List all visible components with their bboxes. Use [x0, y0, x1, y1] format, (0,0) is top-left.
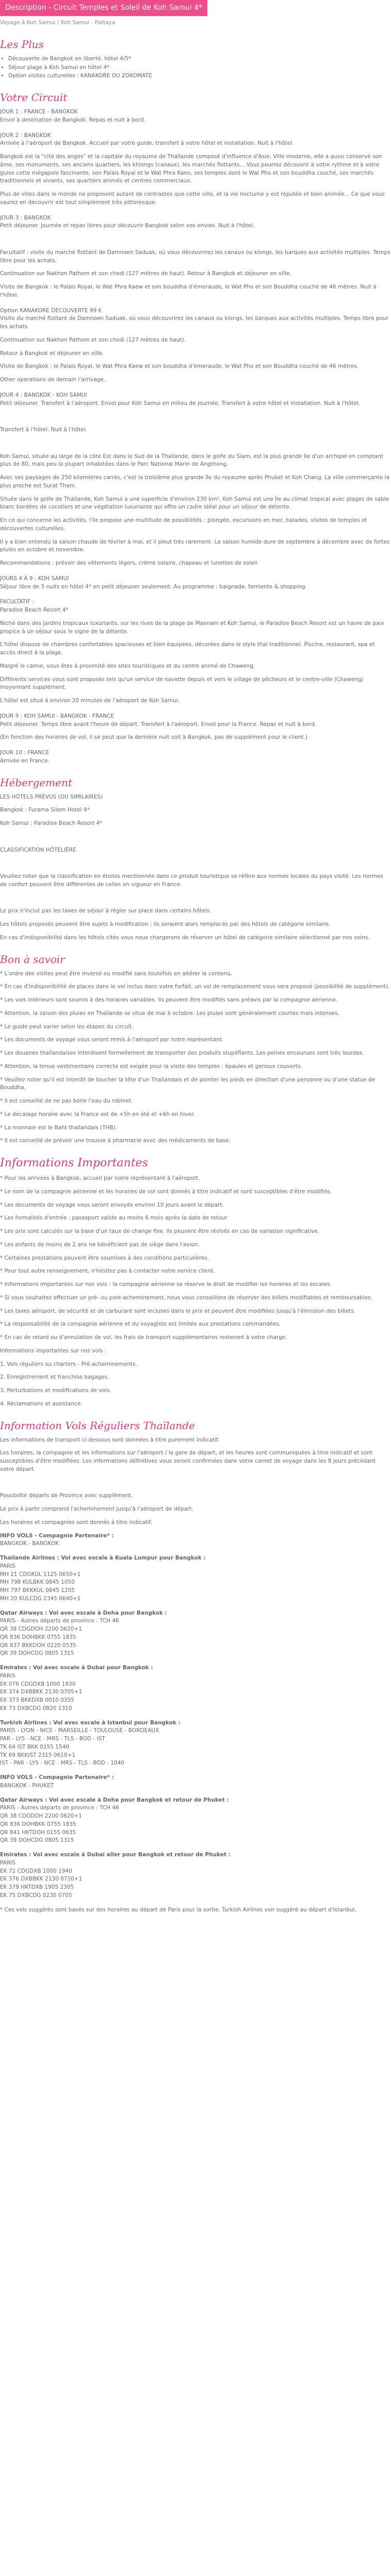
hebergement-paragraph: Bangkok : Furama Silom Hotel 4* — [0, 807, 90, 814]
plus-item: • Séjour plage à Koh Samui en hôtel 4* — [8, 64, 391, 72]
day-text: Malgré le calme, vous êtes à proximité des sites touristiques et du centre animé de Chaweng. — [0, 663, 255, 669]
bon-savoir-item: * Les vols intérieurs sont soumis à des horaires variables. Ils peuvent être modifiés sans préavis par la compagnie aérienne. — [0, 997, 337, 1003]
flight-line: EK 374 DXBBKK 2130 0705+1 — [0, 1689, 83, 1696]
day-text: En ce qui concerne les activités, l'île propose une multitude de possibilités : plongée, excursions en mer, balades, visites de temples et découvertes culturelles. — [0, 517, 367, 532]
day-title: JOURS 4 À 9 : KOH SAMUI — [0, 575, 69, 582]
day-block — [0, 392, 391, 568]
information-item: * Le nom de la compagnie aérienne et les horaires de vol sont donnés à titre indicatif et sont susceptibles d'être modifiés. — [0, 1188, 332, 1195]
hebergement-paragraph: Le prix n'inclut pas les taxes de séjour à régler sur place dans certains hôtels. — [0, 908, 211, 914]
information-item: * Certaines prestations peuvent être soumises à des conditions particulières. — [0, 1255, 209, 1261]
day-text: Other operations de demain l'arrivage. — [0, 377, 106, 383]
day-text: Niché dans des jardins tropicaux luxuriants, sur les rives de la plage de Maenam et Koh Samui, le Paradise Beach Resort est un havre de paix propice à un séjour sous le signe de la détente. — [0, 620, 384, 635]
flight-line: QR 38 CDGDOH 2200 0620+1 — [0, 1626, 82, 1632]
information-item: * Si vous souhaitez effectuer un pré- ou post-acheminement, nous vous conseillons de réserver des billets modifiables et remboursables. — [0, 1294, 373, 1301]
day-text: Il y a bien entendu la saison chaude de février à mai, et il pleut très rarement. La saison humide dure de septembre à décembre avec de fortes pluies en octobre et novembre. — [0, 538, 390, 553]
day-text: Située dans le golfe de Thaïlande, Koh Samui a une superficie d'environ 230 km². Koh Samui est une île au climat tropical avec plages de sable blanc bordées de cocotiers et une végétation luxuriante qui offre un cadre idéal pour un séjour de détente. — [0, 496, 389, 511]
day-text: Recommandations : prévoir des vêtements légers, crème solaire, chapeau et lunettes de soleil. — [0, 560, 259, 566]
flight-block — [0, 1851, 391, 1900]
day-block — [0, 713, 391, 742]
flight-line: BANGKOK - BANGKOK — [0, 1540, 59, 1547]
day-block — [0, 108, 391, 125]
information-item: * Pour les arrivées à Bangkok, accueil par notre représentant à l'aéroport. — [0, 1175, 200, 1181]
day-text: (En fonction des horaires de vol, il se peut que la dernière nuit soit à Bangkok, pas de supplément pour le client.) — [0, 734, 308, 741]
hebergement-paragraph: En cas d'indisponibilité dans les hôtels cités vous nous chargerons de réserver un hôtel de catégorie similaire sélectionné par nos soins. — [0, 934, 370, 941]
vols-paragraph: Les informations de transport ci-dessous sont données à titre purement indicatif. — [0, 1436, 220, 1443]
plus-heading: Les Plus — [0, 38, 44, 50]
vols-paragraph: Les horaires et compagnies sont donnés à titre indicatif. — [0, 1519, 153, 1526]
information-item: * La responsabilité de la compagnie aérienne et du voyagiste est limitée aux prestations commandées. — [0, 1321, 281, 1328]
day-block — [0, 214, 391, 300]
flight-head: INFO VOLS - Compagnie Partenaire* : — [0, 1532, 114, 1539]
hebergement-text — [0, 793, 391, 942]
flight-block — [0, 1774, 391, 1790]
day-title: JOUR 9 : KOH SAMUI - BANGKOK - FRANCE — [0, 713, 114, 719]
plus-list — [0, 55, 391, 80]
flight-line: PARIS - Autres départs de province : TCH 46 — [0, 1805, 119, 1811]
flight-line: PARIS - LYON - NICE - MARSEILLE - TOULOUSE - BORDEAUX — [0, 1727, 159, 1734]
day-text: L'hôtel est situé à environ 20 minutes de l'aéroport de Koh Samui. — [0, 698, 180, 704]
bon-savoir-item: * Le guide peut varier selon les étapes du circuit. — [0, 1023, 134, 1030]
day-text: Continuation sur Nakhon Pathom et son chedi (127 mètres de haut). — [0, 336, 186, 343]
bon-savoir-item: * L'ordre des visites peut être inversé ou modifié sans toutefois en altérer le contenu. — [0, 970, 233, 977]
information-item: * Informations importantes sur nos vols : la compagnie aérienne se réserve le droit de modifier les horaires et les escales. — [0, 1281, 332, 1287]
informations-heading: Informations Importantes — [0, 1157, 148, 1170]
flight-head: Qatar Airways : Vol avec escale à Doha pour Bangkok et retour de Phuket : — [0, 1797, 229, 1803]
flight-line: QR 38 CDGDOH 2200 0620+1 — [0, 1813, 82, 1819]
information-subitem: Informations importantes sur nos vols : — [0, 1347, 107, 1354]
flight-head: INFO VOLS - Compagnie Partenaire* : — [0, 1774, 114, 1781]
flight-line: PARIS — [0, 1672, 15, 1679]
information-item: * Les taxes aéroport, de sécurité et de carburant sont incluses dans le prix et peuvent être modifiées jusqu'à l'émission des billets. — [0, 1308, 356, 1314]
flight-line: QR 39 DOHCDG 0805 1315 — [0, 1650, 74, 1657]
information-subitem: 1. Vols réguliers ou charters - Pré-acheminements. — [0, 1361, 137, 1367]
flight-block — [0, 1719, 391, 1768]
flight-block — [0, 1797, 391, 1845]
day-text: Bangkok est la "cité des anges" et la capitale du royaume de Thaïlande composé d'influence d'Asie. Ville moderne, elle a aussi conservé son âme, ses monuments, ses anciens quartiers, les khlongs (canaux), les marchés flottants... Vous pourrez découvrir à votre rythme et à votre guise cette mégapole fascinante, son Palais Royal et le Wat Phra Kaeo, ses temples dont le Wat Pho et son bouddha couché, ses marchés traditionnels et vivants, ses quartiers animés et centres commerciaux. — [0, 154, 382, 184]
flight-line: QR 837 BKKDOH 0220 0535 — [0, 1642, 76, 1649]
bon-savoir-item: * Veuillez noter qu'il est interdit de toucher la tête d'un Thaïlandais et de pointer les pieds en direction d'une personne ou d'une statue de Bouddha. — [0, 1076, 376, 1091]
day-block — [0, 132, 391, 207]
hebergement-paragraph: Veuillez noter que la classification en étoiles mentionnée dans ce produit touristique se réfère aux normes locales du pays visité. Les normes de confort peuvent être différentes de celles en vigueur en France. — [0, 873, 383, 888]
flight-line: EK 373 BKKDXB 0010 0355 — [0, 1697, 74, 1703]
day-text: Transfert à l'hôtel. Nuit à l'hôtel. — [0, 427, 87, 433]
flight-line: PAR - LYS - NCE - MRS - TLS - BOD - IST — [0, 1736, 105, 1742]
day-text: L'hôtel dispose de chambres confortables spacieuses et bien équipées, décorées dans le style thaï traditionnel. Piscine, restaurant, spa et accès direct à la plage. — [0, 641, 375, 656]
day-title: JOUR 4 : BANGKOK - KOH SAMUI — [0, 392, 87, 398]
day-text: Plus de villes dans le monde ne proposent autant de contrastes que cette ville, et la vie nocturne y est réputée et bien animée... Ce que vous saurez en découvrir est tout simplement très pittoresque. — [0, 191, 385, 206]
hebergement-paragraph-spacer — [0, 833, 391, 841]
flight-line: PARIS — [0, 1859, 15, 1866]
day-text-spacer — [0, 413, 391, 421]
flight-block — [0, 1664, 391, 1713]
day-title: Option KANAKORE DECOUVERTE 99 € — [0, 307, 102, 314]
day-text: Facultatif : visite du marché flottant de Damnoen Saduak, où vous découvrirez les canaux ou klongs, les barques aux activités multiples. Temps libre pour les achats. — [0, 249, 390, 264]
bon-savoir-item: * Attention, la tenue vestimentaire correcte est exigée pour la visite des temples : épaules et genoux couverts. — [0, 1063, 302, 1070]
day-block — [0, 598, 391, 705]
flight-line: IST - PAR - LYS - NCE - MRS - TLS - BOD - 1040 — [0, 1760, 124, 1767]
information-item: * En cas de retard ou d'annulation de vol, les frais de transport supplémentaires resteront à votre charge. — [0, 1334, 287, 1341]
flight-head: Emirates : Vol avec escale à Dubaï pour Bangkok : — [0, 1665, 153, 1671]
flight-line: MH 20 KULCDG 2345 0640+1 — [0, 1595, 81, 1602]
bon-savoir-list — [0, 970, 391, 1146]
vols-text — [0, 1436, 391, 1527]
vols-paragraph: Les horaires, la compagnie et les informations sur l'aéroport / la gare de départ, et les heures sont communiquées à titre indicatif et sont susceptibles d'être modifiées. Les informations définitives vous seront confirmées dans votre carnet de voyage dans les 8 jours précédant votre départ. — [0, 1450, 376, 1472]
vols-paragraph: Le prix à partir comprend l'acheminement jusqu'à l'aéroport de départ. — [0, 1506, 193, 1512]
day-title: JOUR 10 : FRANCE — [0, 750, 50, 756]
bon-savoir-item: * Attention, la saison des pluies en Thaïlande se situe de mai à octobre. Les pluies sont généralement courtes mais intenses. — [0, 1010, 339, 1016]
day-text: Petit déjeuner. Temps libre avant l'heure de départ. Transfert à l'aéroport. Envol pour la France. Repas et nuit à bord. — [0, 721, 317, 727]
flight-line: TK 69 BKKIST 2315 0610+1 — [0, 1752, 76, 1758]
bon-savoir-item: * Le décalage horaire avec la France est de +5h en été et +6h en hiver. — [0, 1111, 195, 1117]
flight-line: MH 798 KULBKK 0845 1050 — [0, 1579, 75, 1586]
flight-line: EK 75 DXBCDG 0230 0705 — [0, 1892, 72, 1899]
plus-item: • Option visites culturelles : KANAKORE OU ZOKOMATE — [8, 72, 391, 80]
flight-line: EK 376 DXBBKK 2130 0710+1 — [0, 1876, 83, 1883]
bon-savoir-item: * En cas d'indisponibilité de places dans le vol inclus dans votre forfait, un vol de remplacement vous sera proposé (possibilité de supplément). — [0, 984, 390, 990]
flight-line: PARIS - Autres départs de province : TCH 46 — [0, 1618, 119, 1624]
flight-line: QR 836 DOHBKK 0755 1835 — [0, 1634, 76, 1640]
day-text: Petit déjeuner. Journée et repas libres pour découvrir Bangkok selon vos envies. Nuit à l'hôtel. — [0, 223, 255, 229]
vols-paragraph-spacer — [0, 1479, 391, 1487]
information-item: * Les prix sont calculés sur la base d'un taux de change fixe. Ils peuvent être révisés en cas de variation significative. — [0, 1228, 320, 1234]
day-text: Retour à Bangkok et déjeuner en ville. — [0, 350, 104, 357]
bon-savoir-heading: Bon à savoir — [0, 953, 65, 965]
day-text: Continuation sur Nakhon Pathom et son chedi (127 mètres de haut). Retour à Bangkok et déjeuner en ville. — [0, 270, 291, 277]
plus-item: • Découverte de Bangkok en liberté, hôtel 4/5* — [8, 55, 391, 63]
circuit-days — [0, 108, 391, 766]
flight-head: Thaïlande Airlines : Vol avec escale à Kuala Lumpur pour Bangkok : — [0, 1555, 206, 1561]
flight-line: EK 73 DXBCDG 0820 1310 — [0, 1705, 72, 1711]
flight-line: PARIS — [0, 1563, 15, 1569]
flight-block — [0, 1532, 391, 1549]
flight-line: EK 076 CDGDXB 1000 1930 — [0, 1681, 76, 1687]
information-subitem: 4. Réclamations et assistance. — [0, 1400, 83, 1407]
day-text: Différents services vous sont proposés tels qu'un service de navette depuis et vers le village de pêcheurs et le centre-ville (Chaweng) moyennant supplément. — [0, 676, 364, 691]
day-title: JOUR 2 : BANGKOK — [0, 132, 51, 139]
information-item: * Les formalités d'entrée : passeport valide au moins 6 mois après la date de retour. — [0, 1215, 229, 1222]
day-title: JOUR 3 : BANGKOK — [0, 214, 51, 221]
day-text: Avec ses paysages de 250 kilomètres carrés, c'est la troisième plus grande île du royaume après Phuket et Koh Chang. La ville commerçante la plus proche est Surat Thani. — [0, 474, 390, 489]
day-block — [0, 575, 391, 591]
vols-flights — [0, 1532, 391, 1900]
hebergement-paragraph: Les hôtels proposés peuvent être sujets à modification ; ils seraient alors remplacés par des hôtels de catégorie similaire. — [0, 921, 331, 927]
day-text: Arrivée à l'aéroport de Bangkok. Accueil par votre guide, transfert à votre hôtel et installation. Nuit à l'hôtel. — [0, 140, 294, 147]
information-item: * Les documents de voyage vous seront envoyés environ 10 jours avant le départ. — [0, 1201, 224, 1208]
flight-line: QR 841 HKTDOH 0155 0635 — [0, 1829, 76, 1836]
day-text: Envol à destination de Bangkok. Repas et nuit à bord. — [0, 116, 146, 123]
hebergement-paragraph-spacer — [0, 894, 391, 903]
day-text: Petit déjeuner. Transfert à l'aéroport. Envol pour Koh Samui en milieu de journée. Transfert à votre hôtel et installation. Nuit à l'hôtel. — [0, 400, 361, 406]
informations-list — [0, 1175, 391, 1409]
vols-heading: Information Vols Réguliers Thaïlande — [0, 1419, 195, 1432]
day-text: Koh Samui, située au large de la côte Est dans le Sud de la Thaïlande, dans le golfe du Siam, est la plus grande île d'un archipel en comptant plus de 80, mais peu la plupart inhabitées dans le Parc National Marin de Angthong. — [0, 453, 383, 468]
flight-line: MH 21 CDGKUL 1125 0650+1 — [0, 1571, 81, 1578]
flight-head: Turkish Airlines : Vol avec escale à Istanbul pour Bangkok : — [0, 1719, 181, 1726]
bon-savoir-item: * Les documents de voyage vous seront remis à l'aéroport par notre représentant. — [0, 1037, 224, 1043]
day-text: Visite de Bangkok : le Palais Royal, le Wat Phra Kaew et son bouddha d'émeraude, le Wat Pho et son Bouddha couché de 46 mètres. — [0, 363, 359, 370]
hebergement-heading: Hébergement — [0, 776, 72, 789]
flight-line: MH 797 BKKKUL 0845 1205 — [0, 1587, 75, 1594]
day-text: Visite du marché flottant de Damnoen Saduak, où vous découvrirez les canaux ou klongs, les barques aux activités multiples. Temps libre pour les achats. — [0, 315, 388, 330]
day-text: Visite de Bangkok : le Palais Royal, le Wat Phra Kaew et son bouddha d'émeraude, le Wat Pho et son Bouddha couché de 46 mètres. Nuit à l'hôtel. — [0, 284, 377, 298]
bon-savoir-item: * Les douanes thaïlandaises interdisent formellement de transporter des produits stupéfiants. Les peines encourues sont très lourdes. — [0, 1050, 364, 1056]
day-text-spacer — [0, 235, 391, 244]
day-block — [0, 307, 391, 384]
day-text: Séjour libre de 5 nuits en hôtel 4* en petit déjeuner seulement. Au programme : baignade, farniente & shopping. — [0, 583, 307, 590]
day-text-spacer — [0, 439, 391, 448]
bon-savoir-item: * Il est conseillé de prévoir une trousse à pharmacie avec des médicaments de base. — [0, 1138, 231, 1144]
flight-line: QR 39 DOHCDG 0805 1315 — [0, 1837, 74, 1844]
day-title: JOUR 1 : FRANCE - BANGKOK — [0, 109, 78, 115]
hebergement-paragraph: Koh Samui : Paradise Beach Resort 4* — [0, 820, 103, 826]
day-text: Paradise Beach Resort 4* — [0, 607, 69, 613]
flight-line: EK 379 HKTDXB 1905 2305 — [0, 1884, 74, 1890]
day-title: FACULTATIF : — [0, 599, 34, 605]
information-item: * Les enfants de moins de 2 ans ne bénéficient pas de siège dans l'avion. — [0, 1241, 200, 1248]
flight-line: TK 64 IST BKK 0155 1540 — [0, 1743, 69, 1750]
hebergement-paragraph: CLASSIFICATION HÔTELIÈRE — [0, 846, 76, 853]
vols-footnote: * Ces vols suggérés sont basés sur des horaires au départ de Paris pour la sortie. Turkish Airlines voir suggéré au départ d'Istanbul. — [0, 1906, 356, 1913]
flight-head: Qatar Airways : Vol avec escale à Doha pour Bangkok : — [0, 1609, 167, 1616]
page-subtitle: Voyage à Koh Samui / Koh Samui - Pattaya — [0, 20, 116, 26]
bon-savoir-item: * La monnaie est le Baht thaïlandais (THB). — [0, 1124, 118, 1131]
flight-head: Emirates : Vol avec escale à Dubaï aller pour Bangkok et retour de Phuket : — [0, 1852, 231, 1858]
flight-line: BANGKOK - PHUKET — [0, 1782, 54, 1789]
bon-savoir-item: * Il est conseillé de ne pas boire l'eau du robinet. — [0, 1098, 133, 1104]
flight-line: QR 836 DOHBKK 0755 1835 — [0, 1821, 76, 1827]
page-title: Description - Circuit Temples et Soleil de Koh Samui 4* — [0, 0, 207, 16]
hebergement-paragraph-spacer — [0, 859, 391, 868]
information-item: * Pour tout autre renseignement, n'hésitez pas à contacter notre service client. — [0, 1268, 215, 1275]
day-block — [0, 749, 391, 766]
vols-paragraph: Possibilité départs de Province avec supplément. — [0, 1493, 133, 1499]
flight-block — [0, 1609, 391, 1658]
hebergement-paragraph: LES HÔTELS PRÉVUS (OU SIMILAIRES) — [0, 793, 103, 800]
flight-line: EK 72 CDGDXB 1000 1940 — [0, 1868, 72, 1874]
day-text: Arrivée en France. — [0, 757, 50, 764]
information-subitem: 2. Enregistrement et franchise bagages. — [0, 1374, 109, 1381]
flight-block — [0, 1554, 391, 1603]
information-subitem: 3. Perturbations et modifications de vols. — [0, 1387, 111, 1394]
circuit-heading: Votre Circuit — [0, 91, 68, 104]
